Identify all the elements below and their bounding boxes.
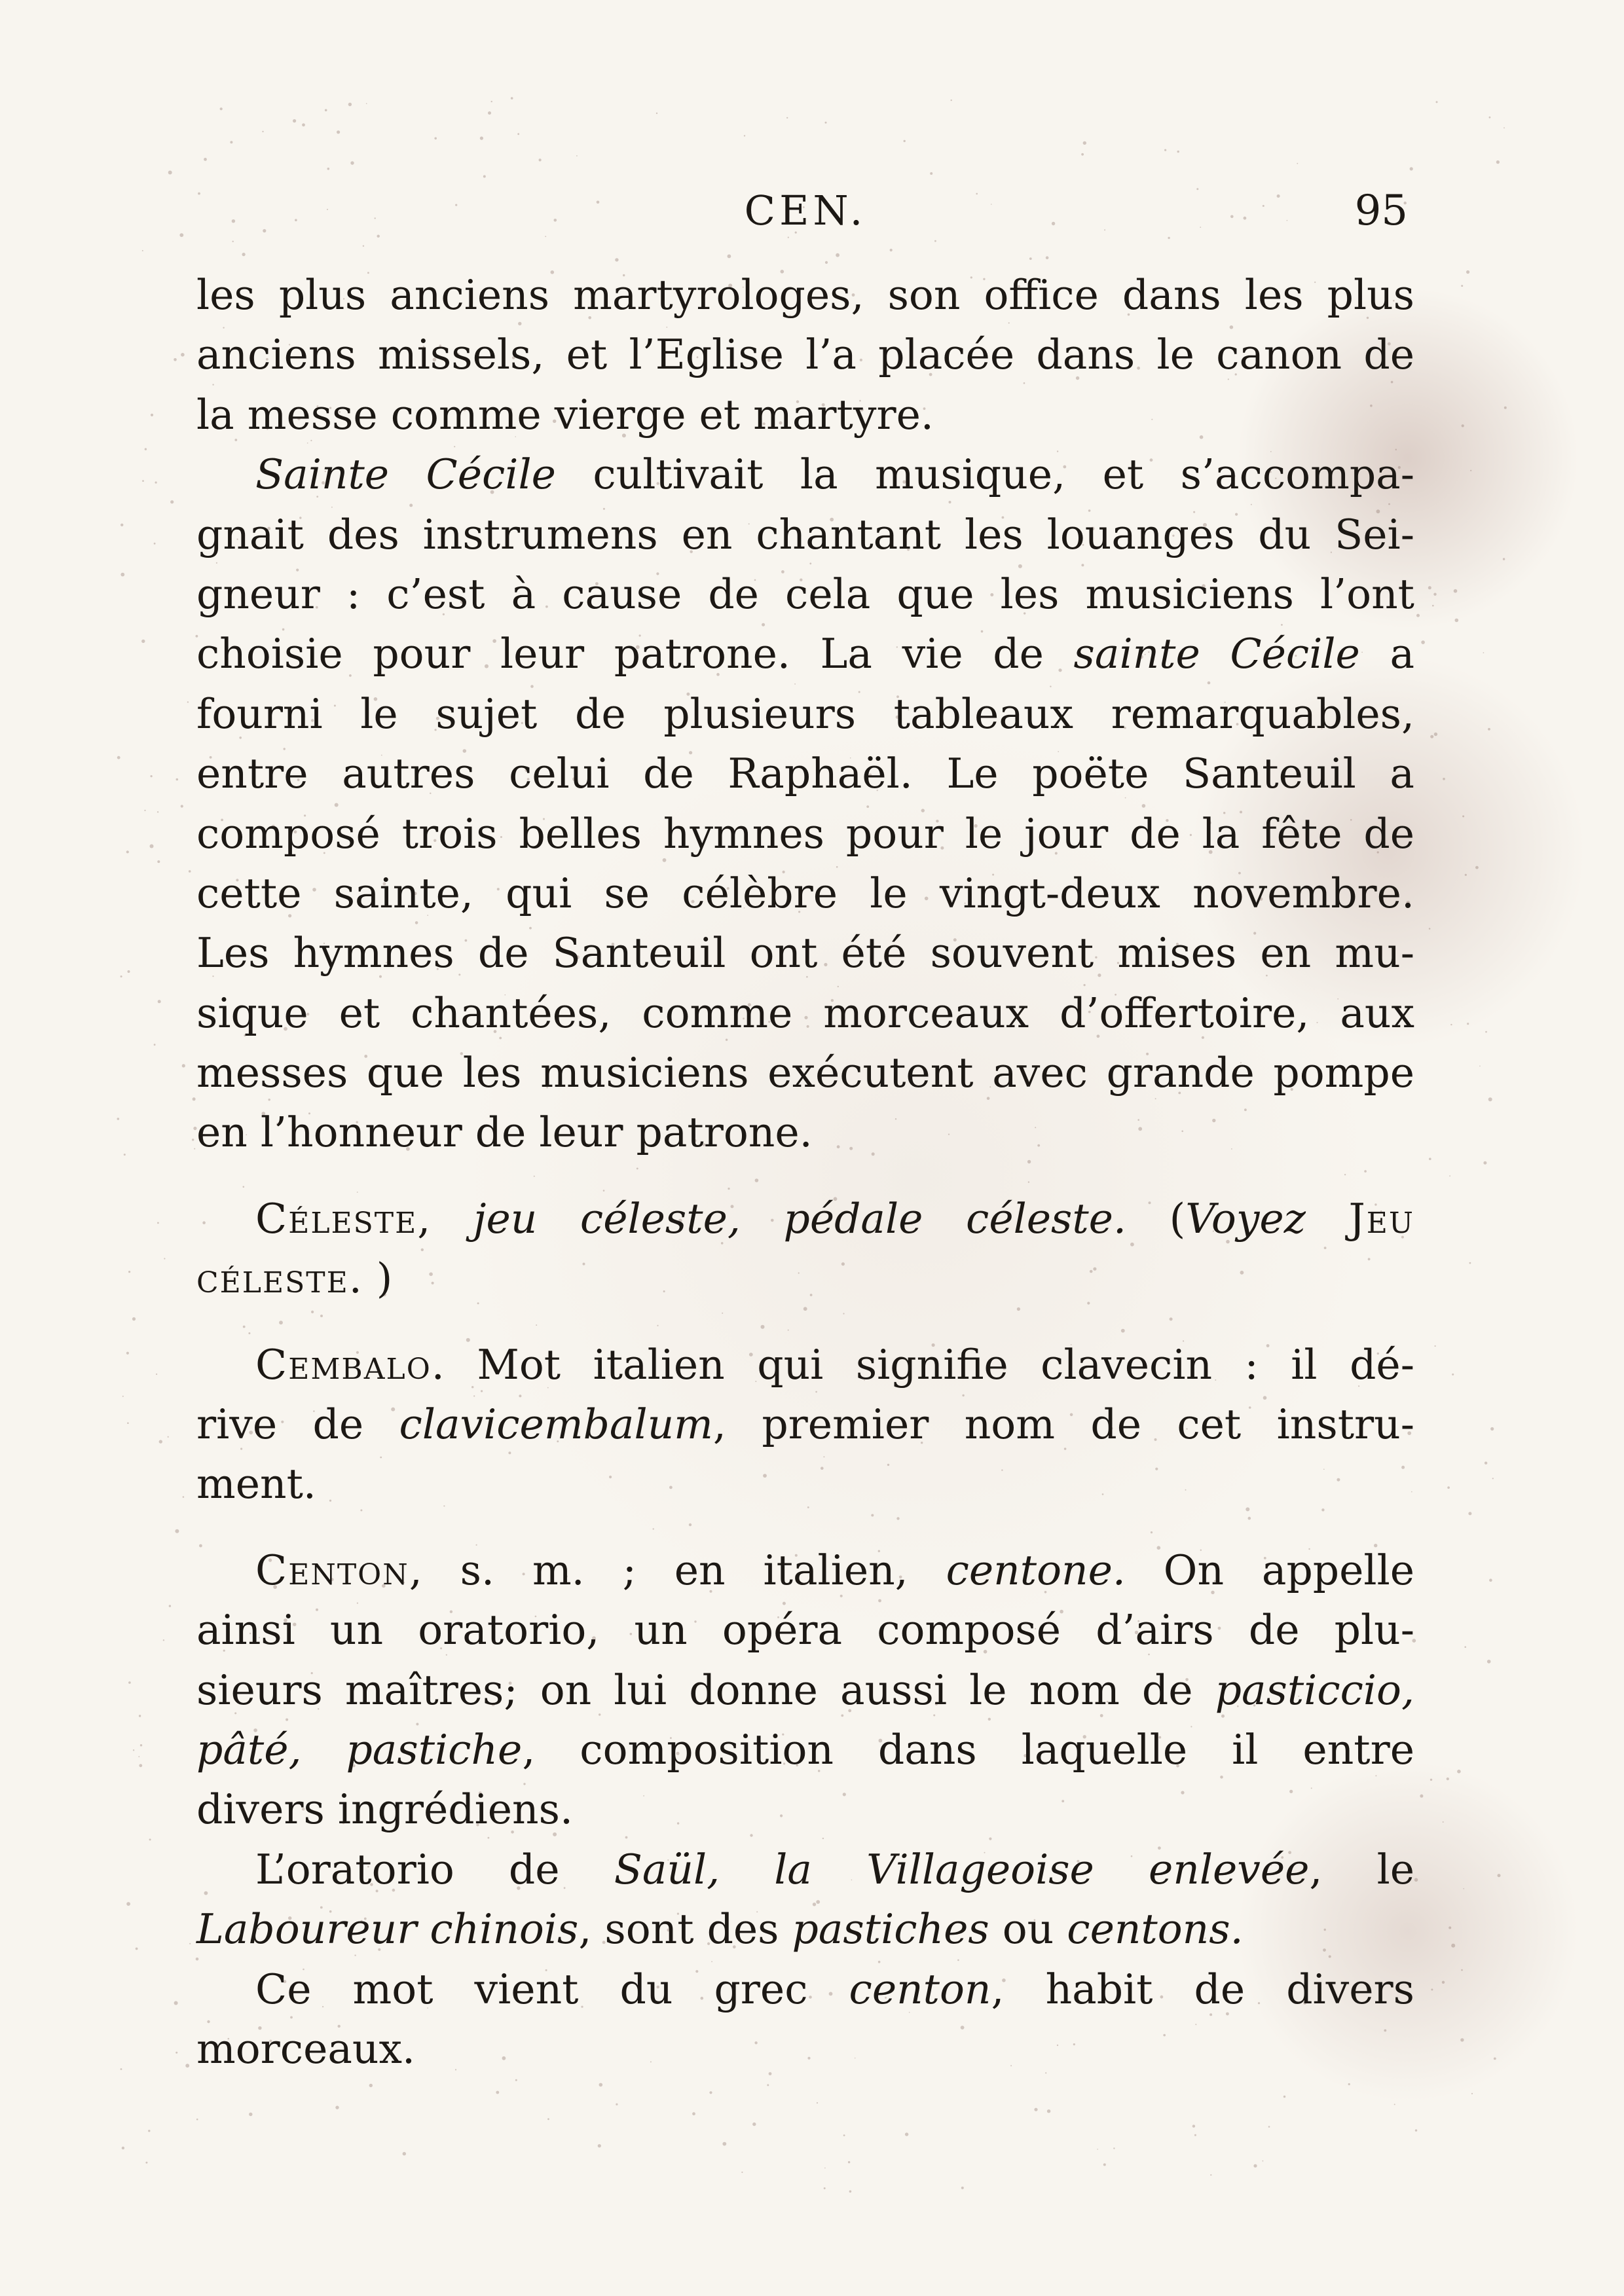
text-line <box>196 265 1414 325</box>
page-number: 95 <box>1354 187 1408 235</box>
italic-text: pâté, pastiche <box>196 1725 523 1774</box>
text-run: , composition dans laquelle il entre <box>522 1725 1414 1774</box>
text-run: . Mot italien qui signifie clavecin : il dé- <box>431 1340 1414 1389</box>
text-run: , habit de divers <box>991 1965 1414 2013</box>
text-line <box>196 1840 1414 1899</box>
text-run: , s. m. ; en italien, <box>409 1546 946 1594</box>
page-header <box>196 187 1414 246</box>
text-run: anciens missels, et l’Eglise l’a placée dans le canon de <box>196 331 1414 379</box>
text-line <box>196 1779 1414 1839</box>
text-line <box>196 1189 1414 1248</box>
italic-text: centon <box>849 1965 991 2013</box>
text-run: , le <box>1309 1845 1415 1893</box>
text-line <box>196 1335 1414 1394</box>
italic-text: clavicembalum <box>399 1400 713 1449</box>
italic-text: Laboureur chinois <box>196 1905 579 1954</box>
text-run: choisie pour leur patrone. La vie de <box>196 630 1074 678</box>
text-run: cultivait la musique, et s’accompa- <box>555 450 1414 499</box>
paragraph <box>196 1959 1414 2079</box>
text-line <box>196 325 1414 384</box>
text-line <box>196 804 1414 864</box>
text-line <box>196 1959 1414 2019</box>
text-run: , <box>417 1194 473 1243</box>
text-run: entre autres celui de Raphaël. Le poëte Santeuil a <box>196 750 1414 798</box>
text-line <box>196 564 1414 624</box>
paragraph <box>196 1189 1414 1309</box>
text-line <box>196 1043 1414 1102</box>
text-line <box>196 1394 1414 1454</box>
text-run: ) <box>363 1254 393 1303</box>
small-caps-text: céleste. <box>196 1254 363 1303</box>
text-run: , premier nom de cet instru- <box>712 1400 1414 1449</box>
paragraph <box>196 1335 1414 1514</box>
paragraph-gap <box>196 1309 1414 1335</box>
text-line <box>196 2019 1414 2079</box>
text-line <box>196 1454 1414 1514</box>
italic-text: Sainte Cécile <box>255 450 556 499</box>
text-run: sieurs maîtres; on lui donne aussi le nom de <box>196 1666 1215 1714</box>
text-run: rive de <box>196 1400 399 1449</box>
text-run: On appelle <box>1125 1546 1415 1594</box>
text-run: ou <box>989 1905 1067 1954</box>
text-line <box>196 1899 1414 1959</box>
text-line <box>196 505 1414 564</box>
text-line <box>196 1720 1414 1779</box>
text-line <box>196 744 1414 803</box>
small-caps-text: Jeu <box>1348 1194 1414 1243</box>
text-line <box>196 983 1414 1043</box>
text-run: fourni le sujet de plusieurs tableaux remarquables, <box>196 689 1414 738</box>
italic-text: centone. <box>946 1546 1126 1594</box>
text-line <box>196 1660 1414 1720</box>
running-head: CEN. <box>744 187 867 234</box>
text-run: gnait des instrumens en chantant les louanges du Sei- <box>196 510 1414 558</box>
text-run: Ce mot vient du grec <box>255 1965 849 2013</box>
italic-text: Saül, la Villageoise enlevée <box>614 1845 1310 1893</box>
text-run: Les hymnes de Santeuil ont été souvent mises en mu- <box>196 929 1414 977</box>
italic-text: pasticcio, <box>1215 1666 1414 1714</box>
paragraph <box>196 1840 1414 1959</box>
paragraph-gap <box>196 1163 1414 1189</box>
text-run: gneur : c’est à cause de cela que les musiciens l’ont <box>196 570 1414 618</box>
paragraph-gap <box>196 1514 1414 1540</box>
text-run: , sont des <box>578 1905 792 1954</box>
text-line <box>196 1540 1414 1600</box>
italic-text: pastiches <box>792 1905 989 1954</box>
italic-text: Voyez <box>1185 1194 1306 1243</box>
italic-text: jeu céleste, pédale céleste. <box>473 1194 1126 1243</box>
text-line <box>196 1102 1414 1162</box>
text-run: sique et chantées, comme morceaux d’offertoire, aux <box>196 989 1414 1037</box>
paragraph <box>196 445 1414 1163</box>
text-line <box>196 445 1414 504</box>
text-run: L’oratorio de <box>255 1845 614 1893</box>
text-run: ( <box>1126 1194 1186 1243</box>
text-run: ment. <box>196 1460 316 1508</box>
text-run: messes que les musiciens exécutent avec grande pompe <box>196 1049 1414 1097</box>
text-run: divers ingrédiens. <box>196 1785 573 1834</box>
text-run: cette sainte, qui se célèbre le vingt-deux novembre. <box>196 869 1414 917</box>
body-text <box>196 265 1414 2079</box>
text-run: ainsi un oratorio, un opéra composé d’airs de plu- <box>196 1606 1414 1654</box>
text-line <box>196 923 1414 983</box>
text-line <box>196 684 1414 744</box>
text-line <box>196 1248 1414 1308</box>
text-run: la messe comme vierge et martyre. <box>196 390 934 439</box>
text-run: a <box>1359 630 1414 678</box>
small-caps-text: Cembalo <box>255 1340 432 1389</box>
paragraph <box>196 1540 1414 1840</box>
small-caps-text: Céleste <box>255 1194 418 1243</box>
italic-text: centons. <box>1067 1905 1244 1954</box>
text-line <box>196 1600 1414 1660</box>
small-caps-text: Centon <box>255 1546 409 1594</box>
text-line <box>196 864 1414 923</box>
text-run <box>1306 1195 1349 1243</box>
text-run: morceaux. <box>196 2024 416 2073</box>
text-line <box>196 624 1414 683</box>
text-run: composé trois belles hymnes pour le jour de la fête de <box>196 809 1414 858</box>
text-run: en l’honneur de leur patrone. <box>196 1108 813 1157</box>
italic-text: sainte Cécile <box>1073 630 1360 678</box>
text-line <box>196 385 1414 445</box>
paragraph <box>196 265 1414 445</box>
text-run: les plus anciens martyrologes, son office dans les plus <box>196 271 1414 319</box>
